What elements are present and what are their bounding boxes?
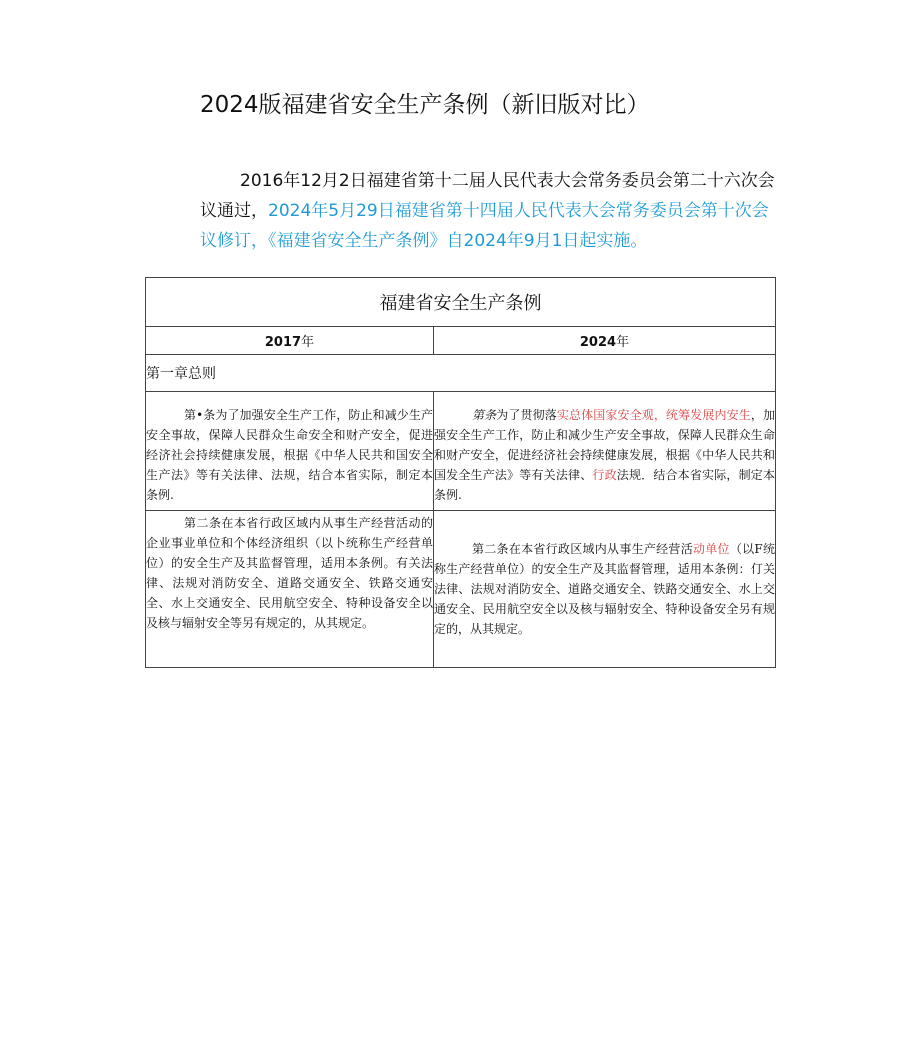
added-text: 行政 [592,468,617,482]
article-2-2017-text: 第二条在本省行政区域内从事生产经营活动的企业事业单位和个体经济组织（以卜统称生产经营单位）的安全生产及其监督管理，适用本条例。有关法律、法规对消防安全、道路交通安全、铁路交通安全、水上交通安全、民用航空安全、特种设备安全以及核与辐射安全等另有规定的，从其规定。 [146,516,433,630]
table-row [146,511,776,668]
intro-passed-text: 2016年12月2日福建省第十二届人民代表大会常务委员会第二十六次会议通过， [200,171,775,221]
year-suffix: 年 [301,335,315,350]
text-segment: 第二条在本省行政区域内从事生产经营活 [472,542,693,556]
intro-paragraph [200,166,775,256]
article-1-2017 [146,392,434,511]
year-suffix: 年 [616,335,630,350]
table-title: 福建省安全生产条例 [146,278,776,327]
article-2-2017 [146,511,434,668]
table-row [146,392,776,511]
article-1-2024 [434,392,776,511]
article-1-2017-text: 第•条为了加强安全生产工作，防止和减少生产安全事故，保障人民群众生命安全和财产安全，促进经济社会持续健康发展，根据《中华人民共和国安全生产法》等有关法律、法规，结合本省实际，制定本条例. [146,408,433,502]
article-2-2024 [434,511,776,668]
article-2-2024-text [434,511,775,639]
added-text: 动单位 [692,542,730,556]
column-header-2024 [434,327,776,355]
chapter-heading: 第一章总则 [146,355,776,392]
added-text: 实总体国家安全观，统筹发展内安生 [556,408,751,422]
column-header-2017 [146,327,434,355]
article-1-2024-text [434,392,775,505]
column-header-2017-year: 2017 [264,335,302,350]
document-title: 2024版福建省安全生产条例（新旧版对比） [200,92,650,118]
column-header-2024-year: 2024 [579,335,617,350]
comparison-table [145,277,776,668]
intro-revision-text: 2024年5月29日福建省第十四届人民代表大会常务委员会第十次会议修订，《福建省安全生产条例》自2024年9月1日起实施。 [200,201,769,251]
text-segment: 法规．结合本省实际，制定本条例. [434,468,775,502]
text-segment: 为了贯彻落 [496,408,557,422]
text-segment: ，加强安全生产工作，防止和减少生产安全事故，保障人民群众生命和财产安全，促进经济社会持续健康发展，根据《中华人民共和国发全生产法》等有关法律、 [434,408,775,482]
text-segment: （以F统称生产经营单位）的安全生产及其监督管理，适用本条例：仃关法律、法规对消防安全、道路交通安全、铁路交通安全、水上交通安全、民用航空安全以及核与辐射安全、特种设备安全另有规定的，从其规定。 [434,542,775,636]
article-number: 第条 [472,408,497,422]
